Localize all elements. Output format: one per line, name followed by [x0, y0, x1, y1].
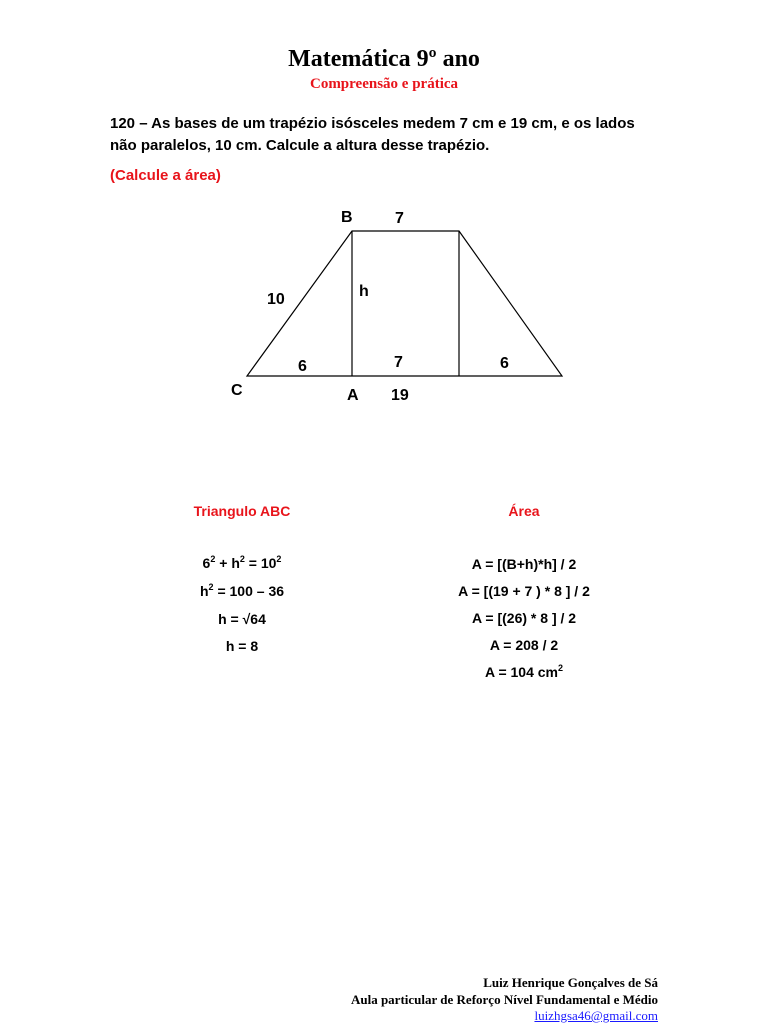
footer-email-container [534, 1008, 658, 1024]
vertex-label-c: C [231, 382, 243, 399]
area-heading: Área [508, 503, 540, 519]
problem-line-2: não paralelos, 10 cm. Calcule a altura desse trapézio. [110, 137, 490, 154]
height-label: h [359, 283, 369, 300]
area-equation-1: A = [(B+h)*h] / 2 [471, 556, 577, 572]
triangle-equation-1: $6^2 + h^2 = 10^2$ [202, 554, 282, 571]
triangle-equation-2: $h^2 = 100 - 36$ [199, 582, 285, 599]
triangle-equation-3: h = √64 [218, 611, 266, 627]
trapezoid-figure [0, 195, 768, 410]
vertex-label-b: B [341, 209, 353, 226]
triangle-heading: Triangulo ABC [193, 503, 291, 519]
top-base-label: 7 [395, 210, 404, 227]
trapezoid-outline [247, 231, 562, 376]
bottom-base-label: 19 [391, 387, 409, 404]
footer-description: Aula particular de Reforço Nível Fundamental e Médio [350, 992, 658, 1007]
problem-hint: (Calcule a área) [110, 167, 221, 184]
left-segment-label: 6 [298, 358, 307, 375]
area-equation-3: A = [(26) * 8 ] / 2 [471, 610, 577, 626]
right-segment-label: 6 [500, 355, 509, 372]
side-length-label: 10 [267, 291, 285, 308]
problem-line-1: 120 – As bases de um trapézio isósceles medem 7 cm e 19 cm, e os lados [110, 115, 635, 132]
area-equation-5: A = 104 $cm^2$ [484, 663, 564, 680]
footer-author: Luiz Henrique Gonçalves de Sá [483, 975, 658, 990]
page-title: Matemática 9º ano [288, 46, 480, 72]
problem-statement [110, 113, 670, 157]
middle-segment-label: 7 [394, 354, 403, 371]
page-subtitle: Compreensão e prática [309, 76, 459, 92]
vertex-label-a: A [347, 387, 359, 404]
area-equation-2: A = [(19 + 7 ) * 8 ] / 2 [458, 583, 590, 599]
area-equation-4: A = 208 / 2 [489, 637, 559, 653]
triangle-equation-4: h = 8 [225, 638, 259, 654]
footer-email-link[interactable]: luizhgsa46@gmail.com [534, 1008, 658, 1023]
